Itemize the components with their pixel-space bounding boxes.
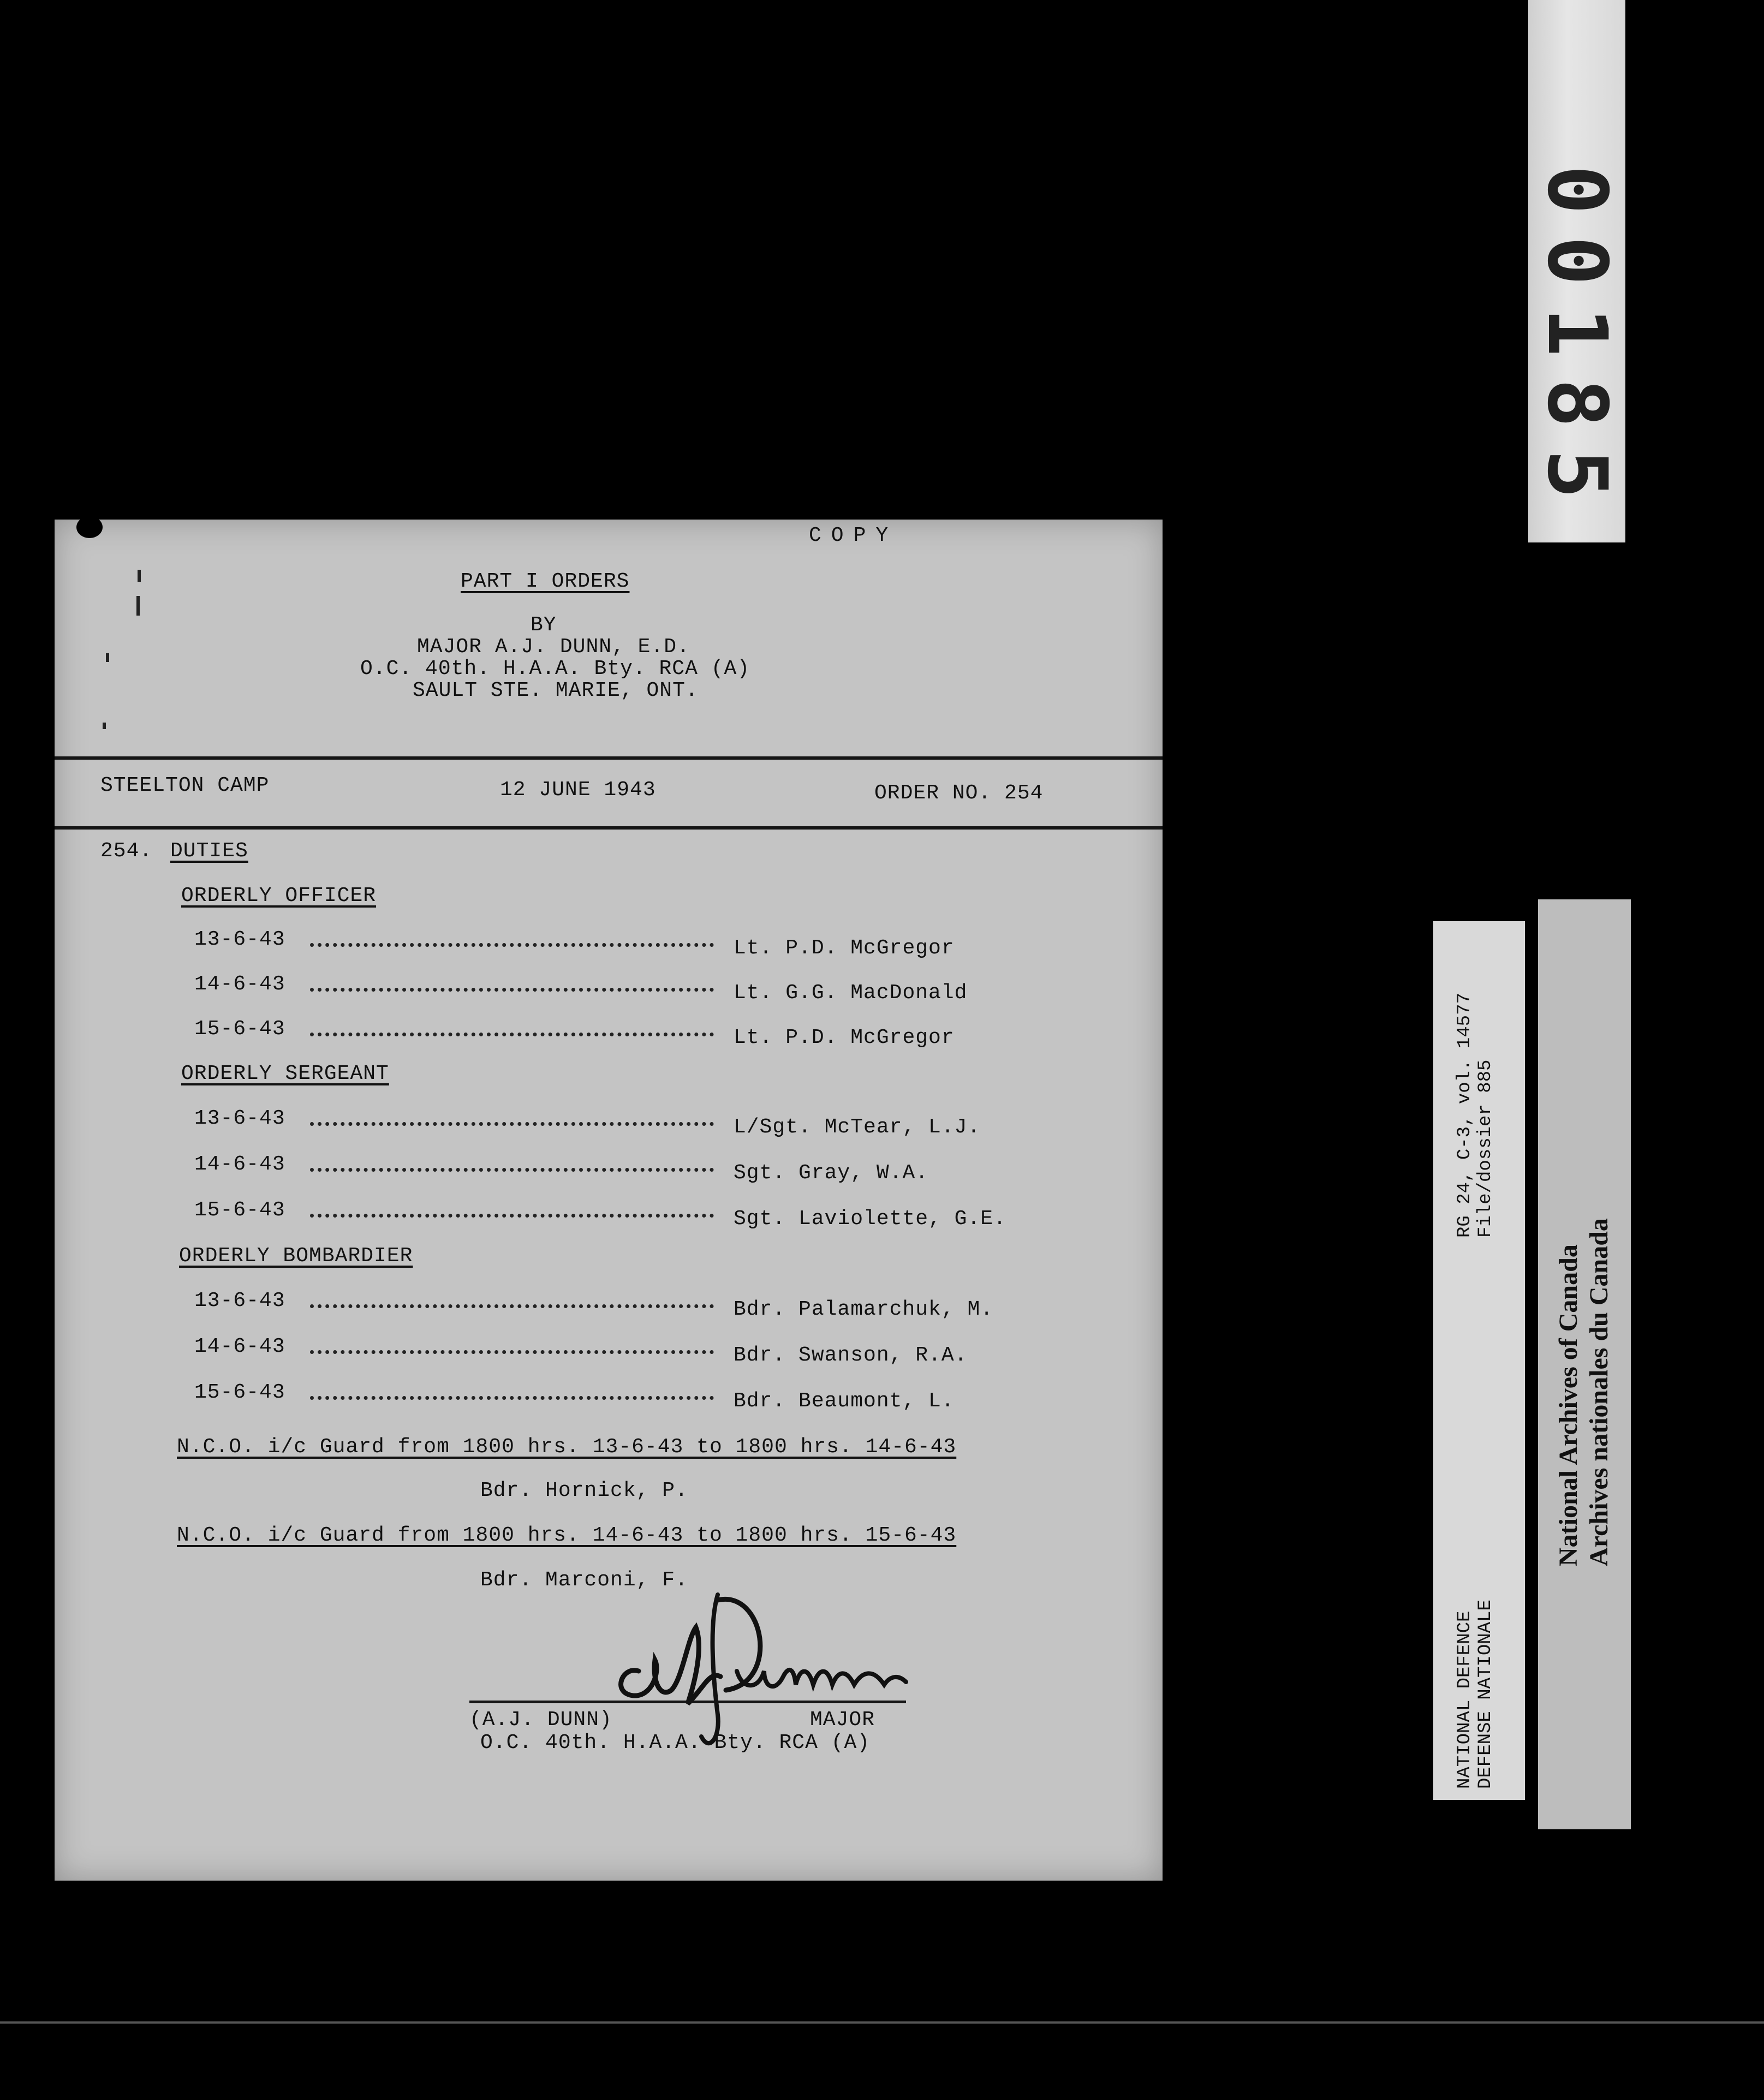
- order-date: 12 JUNE 1943: [500, 778, 656, 802]
- scan-speck: [103, 723, 106, 729]
- department-french: DEFENSE NATIONALE: [1475, 1600, 1496, 1789]
- guard-nco-name: Bdr. Hornick, P.: [480, 1479, 688, 1502]
- scan-speck: [138, 570, 141, 582]
- leader-dots: [310, 1214, 714, 1218]
- entry-date: 15-6-43: [194, 1381, 285, 1404]
- archive-reference-label: [1433, 921, 1525, 1800]
- entry-date: 15-6-43: [194, 1017, 285, 1041]
- entry-date: 13-6-43: [194, 1289, 285, 1312]
- archives-french: Archives nationales du Canada: [1584, 1218, 1613, 1566]
- punch-hole: [76, 516, 103, 538]
- section-number: 254.: [100, 839, 153, 863]
- guard-title: N.C.O. i/c Guard from 1800 hrs. 14-6-43 to 1800 hrs. 15-6-43: [177, 1524, 957, 1547]
- entry-name: Lt. P.D. McGregor: [734, 1026, 955, 1049]
- group-title-orderly-sergeant: ORDERLY SERGEANT: [181, 1062, 389, 1085]
- entry-name: Bdr. Palamarchuk, M.: [734, 1298, 994, 1321]
- entry-name: Lt. G.G. MacDonald: [734, 981, 968, 1005]
- leader-dots: [310, 988, 714, 992]
- entry-name: Bdr. Beaumont, L.: [734, 1389, 955, 1413]
- entry-date: 13-6-43: [194, 928, 285, 951]
- document-sheet: [55, 520, 1163, 1881]
- group-title-orderly-officer: ORDERLY OFFICER: [181, 884, 377, 908]
- leader-dots: [310, 943, 714, 947]
- leader-dots: [310, 1396, 714, 1400]
- entry-name: Sgt. Laviolette, G.E.: [734, 1207, 1006, 1231]
- film-edge-line: [0, 2021, 1764, 2024]
- archives-english: National Archives of Canada: [1554, 1244, 1583, 1566]
- section-heading: DUTIES: [170, 839, 248, 863]
- archives-canada-label: [1538, 899, 1631, 1829]
- issuer-unit: O.C. 40th. H.A.A. Bty. RCA (A): [360, 657, 750, 681]
- issuer-location: SAULT STE. MARIE, ONT.: [413, 679, 699, 702]
- entry-name: Bdr. Swanson, R.A.: [734, 1344, 968, 1367]
- entry-name: Sgt. Gray, W.A.: [734, 1161, 929, 1185]
- leader-dots: [310, 1122, 714, 1126]
- scan-speck: [106, 653, 109, 662]
- handwritten-signature: [600, 1573, 950, 1753]
- leader-dots: [310, 1168, 714, 1172]
- guard-nco-name: Bdr. Marconi, F.: [480, 1568, 688, 1592]
- signatory-rank: MAJOR: [810, 1708, 875, 1732]
- entry-name: L/Sgt. McTear, L.J.: [734, 1115, 981, 1139]
- issuer-name: MAJOR A.J. DUNN, E.D.: [417, 635, 690, 659]
- issued-by-label: BY: [531, 613, 557, 637]
- header-rule-top: [55, 756, 1163, 760]
- signature-line: [469, 1701, 906, 1703]
- reference-line-1: RG 24, C-3, vol. 14577: [1455, 993, 1475, 1238]
- header-rule-bottom: [55, 826, 1163, 830]
- film-strip: [1528, 0, 1625, 542]
- entry-date: 14-6-43: [194, 973, 285, 996]
- signatory-name: (A.J. DUNN): [469, 1708, 612, 1732]
- department-english: NATIONAL DEFENCE: [1455, 1610, 1475, 1789]
- entry-date: 14-6-43: [194, 1153, 285, 1176]
- entry-date: 14-6-43: [194, 1335, 285, 1358]
- copy-mark: COPY: [809, 524, 898, 547]
- entry-date: 15-6-43: [194, 1198, 285, 1222]
- camp-name: STEELTON CAMP: [100, 774, 270, 797]
- signatory-unit: O.C. 40th. H.A.A. Bty. RCA (A): [480, 1731, 871, 1755]
- scan-speck: [136, 596, 140, 616]
- reference-line-2: File/dossier 885: [1475, 1059, 1496, 1238]
- group-title-orderly-bombardier: ORDERLY BOMBARDIER: [179, 1244, 413, 1268]
- guard-title: N.C.O. i/c Guard from 1800 hrs. 13-6-43 to 1800 hrs. 14-6-43: [177, 1435, 957, 1459]
- document-title: PART I ORDERS: [461, 570, 630, 593]
- film-frame-number: 00185: [1529, 165, 1624, 521]
- leader-dots: [310, 1350, 714, 1354]
- order-number: ORDER NO. 254: [874, 781, 1044, 805]
- leader-dots: [310, 1033, 714, 1036]
- entry-name: Lt. P.D. McGregor: [734, 936, 955, 960]
- entry-date: 13-6-43: [194, 1107, 285, 1130]
- leader-dots: [310, 1304, 714, 1308]
